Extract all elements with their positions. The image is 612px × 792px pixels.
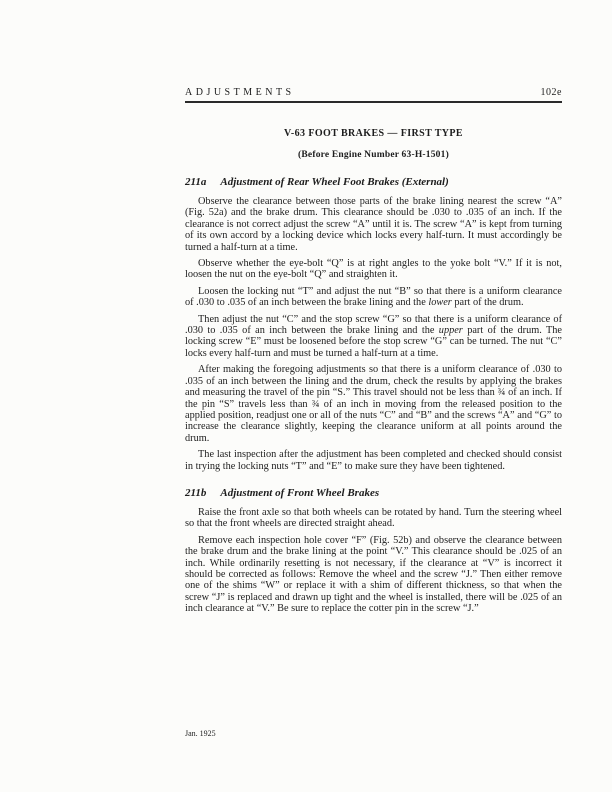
section-title: Adjustment of Rear Wheel Foot Brakes (External) [220, 176, 449, 188]
doc-subtitle: (Before Engine Number 63-H-1501) [298, 150, 449, 160]
section-heading-211a [185, 176, 562, 188]
section-211b [185, 487, 562, 615]
text-block [185, 87, 562, 620]
paragraph: Loosen the locking nut “T” and adjust the nut “B” so that there is a uniform clearance of .030 to .035 of an inch between the brake lining and the lower part of the drum. [185, 285, 562, 309]
section-211a [185, 176, 562, 472]
running-head: ADJUSTMENTS [185, 87, 295, 98]
page-header [185, 87, 562, 98]
paragraph: After making the foregoing adjustments so that there is a uniform clearance of .030 to .035 of an inch between the lining and the drum, check the results by applying the brakes and measuring the travel of the pin “S.” This travel should not be less than ¾ of an inch. If the pin “S” travels less than ¾ of an inch in moving from the released position to the applied position, readjust one or all of the nuts “C” and “B” and the screws “A” and “G” to increase the clearance slightly, keeping the clearance uniform at all points around the drum. [185, 364, 562, 444]
paragraph: Remove each inspection hole cover “F” (Fig. 52b) and observe the clearance between the brake drum and the brake lining at the point “V.” This clearance should be .025 of an inch. While ordinarily resetting is not necessary, if the clearance at “V” is incorrect it should be corrected as follows: Remove the wheel and the screw “J.” Then either remove one of the shims “W” or replace it with a shim of different thickness, so that when the screw “J” is replaced and drawn up tight and the wheel is installed, there will be .025 of an inch clearance at “V.” Be sure to replace the cotter pin in the screw “J.” [185, 534, 562, 615]
section-heading-211b [185, 487, 562, 499]
paragraph: Observe whether the eye-bolt “Q” is at right angles to the yoke bolt “V.” If it is not, loosen the nut on the eye-bolt “Q” and straighten it. [185, 258, 562, 281]
page-number: 102e [540, 87, 562, 98]
doc-title: V-63 FOOT BRAKES — FIRST TYPE [284, 128, 463, 139]
section-number: 211b [185, 486, 207, 499]
section-title: Adjustment of Front Wheel Brakes [220, 486, 380, 499]
header-rule [185, 101, 562, 103]
paragraph: Raise the front axle so that both wheels can be rotated by hand. Turn the steering wheel so that the front wheels are directed straight ahead. [185, 506, 562, 530]
footer-date: Jan. 1925 [185, 729, 216, 738]
paragraph: The last inspection after the adjustment has been completed and checked should consist in trying the locking nuts “T” and “E” to make sure they have been tightened. [185, 449, 562, 472]
paragraph: Observe the clearance between those parts of the brake lining nearest the screw “A” (Fig. 52a) and the brake drum. This clearance should be .030 to .035 of an inch. If the clearance is not correct adjust the screw “A” until it is. The screw “A” is kept from turning of its own accord by a locking device which locks every half-turn. It must accordingly be turned a half-turn at a time. [185, 196, 562, 253]
section-number: 211a [185, 176, 207, 188]
paragraph: Then adjust the nut “C” and the stop screw “G” so that there is a uniform clearance of .030 to .035 of an inch between the brake lining and the upper part of the drum. The locking screw “E” must be loosened before the stop screw “G” can be turned. The nut “C” locks every half-turn and must be turned a half-turn at a time. [185, 313, 562, 359]
